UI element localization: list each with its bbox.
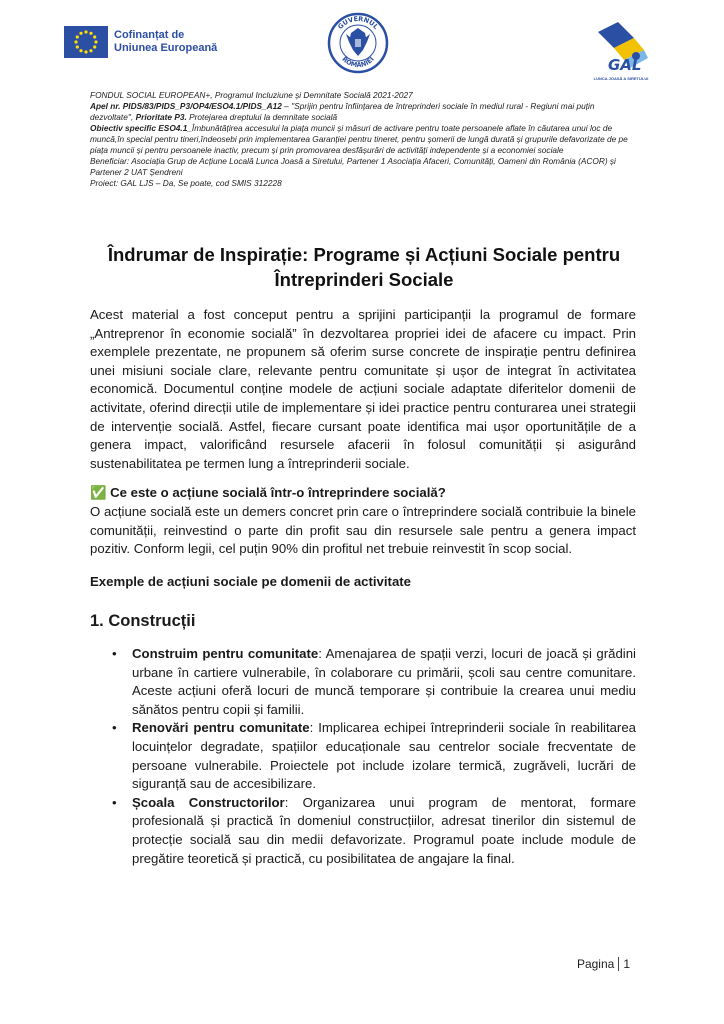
obiectiv-label: Obiectiv specific ESO4.1_	[90, 123, 192, 133]
gal-logo-subtitle: LUNCA JOASĂ A SIRETULUI	[593, 76, 649, 81]
intro-paragraph: Acest material a fost conceput pentru a sprijini participanții la programul de formare „Antreprenor în economie socială” în dezvoltarea propriei idei de afacere cu impact. Prin exemplele prezentate, ne propunem să oferim surse concrete de inspirație pentru definirea unei misiuni sociale clare, relevante pentru comunitate și ușor de integrat în activitatea economică. Documentul conține modele de acțiuni sociale adaptate diferitelor domenii de activitate, oferind direcții utile de implementare și idei practice pentru conturarea unei strategii de intervenție socială. Astfel, fiecare cursant poate identifica mai ușor oportunitățile de a genera impact, valorificând resursele afacerii în folosul comunității și asigurând sustenabilitatea pe termen lung a întreprinderii sociale.	[90, 307, 636, 471]
gal-logo	[588, 18, 654, 76]
list-item-title: Renovări pentru comunitate	[132, 720, 310, 736]
question-body: O acțiune socială este un demers concret prin care o întreprindere socială contribuie la binele comunității, reinvestind o parte din profit sau din resursele sale pentru a genera impact pozitiv. Conform legii, cel puțin 90% din profitul net trebuie reinvestit în scop social.	[90, 504, 636, 557]
project-info-block	[90, 90, 638, 189]
government-seal-logo	[327, 12, 389, 74]
eu-logo-text	[114, 29, 217, 55]
prioritate-label: Prioritate P3.	[135, 112, 187, 122]
question-heading	[90, 484, 446, 504]
program-line: FONDUL SOCIAL EUROPEAN+, Programul Incluziune și Demnitate Socială 2021-2027	[90, 90, 413, 100]
apel-label: Apel nr. PIDS/83/PIDS_P3/OP4/ESO4.1/PIDS_A12	[90, 101, 282, 111]
document-title-text: Îndrumar de Inspirație: Programe și Acțiuni Sociale pentru Întreprinderi Sociale	[107, 244, 621, 290]
eu-logo-line-1: Cofinanțat de	[114, 29, 185, 41]
eu-flag-icon	[64, 26, 108, 58]
apel-line	[90, 101, 638, 123]
list-item-text: : Amenajarea de spații verzi, locuri de joacă și grădini urbane în cartiere vulnerabile, în colaborare cu primării, școli sau centre comunitare. Aceste acțiuni oferă locuri de muncă temporare și contribuie la crearea unui mediu sănătos pentru copii și familii.	[132, 646, 636, 717]
list-item	[90, 794, 636, 868]
eu-cofinancing-logo	[64, 24, 244, 60]
page-number: 1	[618, 957, 630, 971]
svg-text:GUVERNUL: GUVERNUL	[336, 14, 380, 31]
document-title	[90, 243, 638, 292]
check-mark-icon: ✅	[90, 486, 107, 501]
examples-heading-text: Exemple de acțiuni sociale pe domenii de activitate	[90, 574, 412, 589]
list-item	[90, 645, 636, 719]
eu-logo-line-2: Uniunea Europeană	[114, 42, 218, 54]
proiect-line: Proiect: GAL LJS – Da, Se poate, cod SMIS 312228	[90, 178, 282, 188]
bullet-icon: •	[112, 646, 117, 661]
beneficiar-line: Beneficiar: Asociația Grup de Acțiune Locală Lunca Joasă a Siretului, Partener 1 Asociația Afaceri, Comunități, Oameni din România (ACOR) și Partener 2 UAT Șendreni	[90, 156, 616, 177]
bullet-icon: •	[112, 794, 117, 810]
list-item-text: : Implicarea echipei întreprinderii sociale în reabilitarea locuințelor degradate, spațiilor educaționale sau centrelor sociale frecventate de persoane vulnerabile. Proiectele pot include izolare termică, zugrăveli, lucrări de siguranță sau de accesibilizare.	[132, 720, 636, 792]
apel-text: – ''Sprijin pentru înființarea de întreprinderi sociale în mediul rural - Regiuni mai puțin dezvoltate'',	[90, 101, 595, 122]
svg-text:GAL: GAL	[608, 56, 642, 74]
list-item-title: Construim pentru comunitate	[132, 646, 319, 661]
page-label: Pagina	[576, 957, 615, 971]
page-footer	[577, 957, 634, 971]
list-item-text: : Organizarea unui program de mentorat, formare profesională și practică în domeniul construcțiilor, adresat tinerilor din sistemul de protecție socială sau din medii defavorizate. Programul poate include module de pregătire teoretică și practică, cu posibilitatea de angajare la final.	[132, 794, 636, 866]
obiectiv-text: Îmbunătățirea accesului la piața muncii și măsuri de activare pentru toate persoanele aflate în căutarea unui loc de muncă,în special pentru tineri,îndeosebi prin implementarea Garanției pentru tineret, pentru șomerii de lungă durată și grupurile defavorizate de pe piața muncii și pentru persoanele inactiv, precum și prin promovarea desfășurări de activități independente și a economiei sociale	[90, 123, 628, 155]
section-1-list	[90, 645, 636, 868]
prioritate-text: Protejarea dreptului la demnitate socială	[186, 112, 338, 122]
question-heading-text: Ce este o acțiune socială într-o întreprindere socială?	[110, 485, 446, 500]
section-heading-constructii: 1. Construcții	[90, 612, 196, 630]
obiectiv-line	[90, 123, 638, 156]
svg-text:ROMÂNIEI: ROMÂNIEI	[340, 55, 376, 70]
list-item	[90, 719, 636, 793]
bullet-icon: •	[112, 720, 117, 736]
list-item-title: Școala Constructorilor	[132, 794, 285, 810]
examples-heading	[90, 573, 411, 593]
